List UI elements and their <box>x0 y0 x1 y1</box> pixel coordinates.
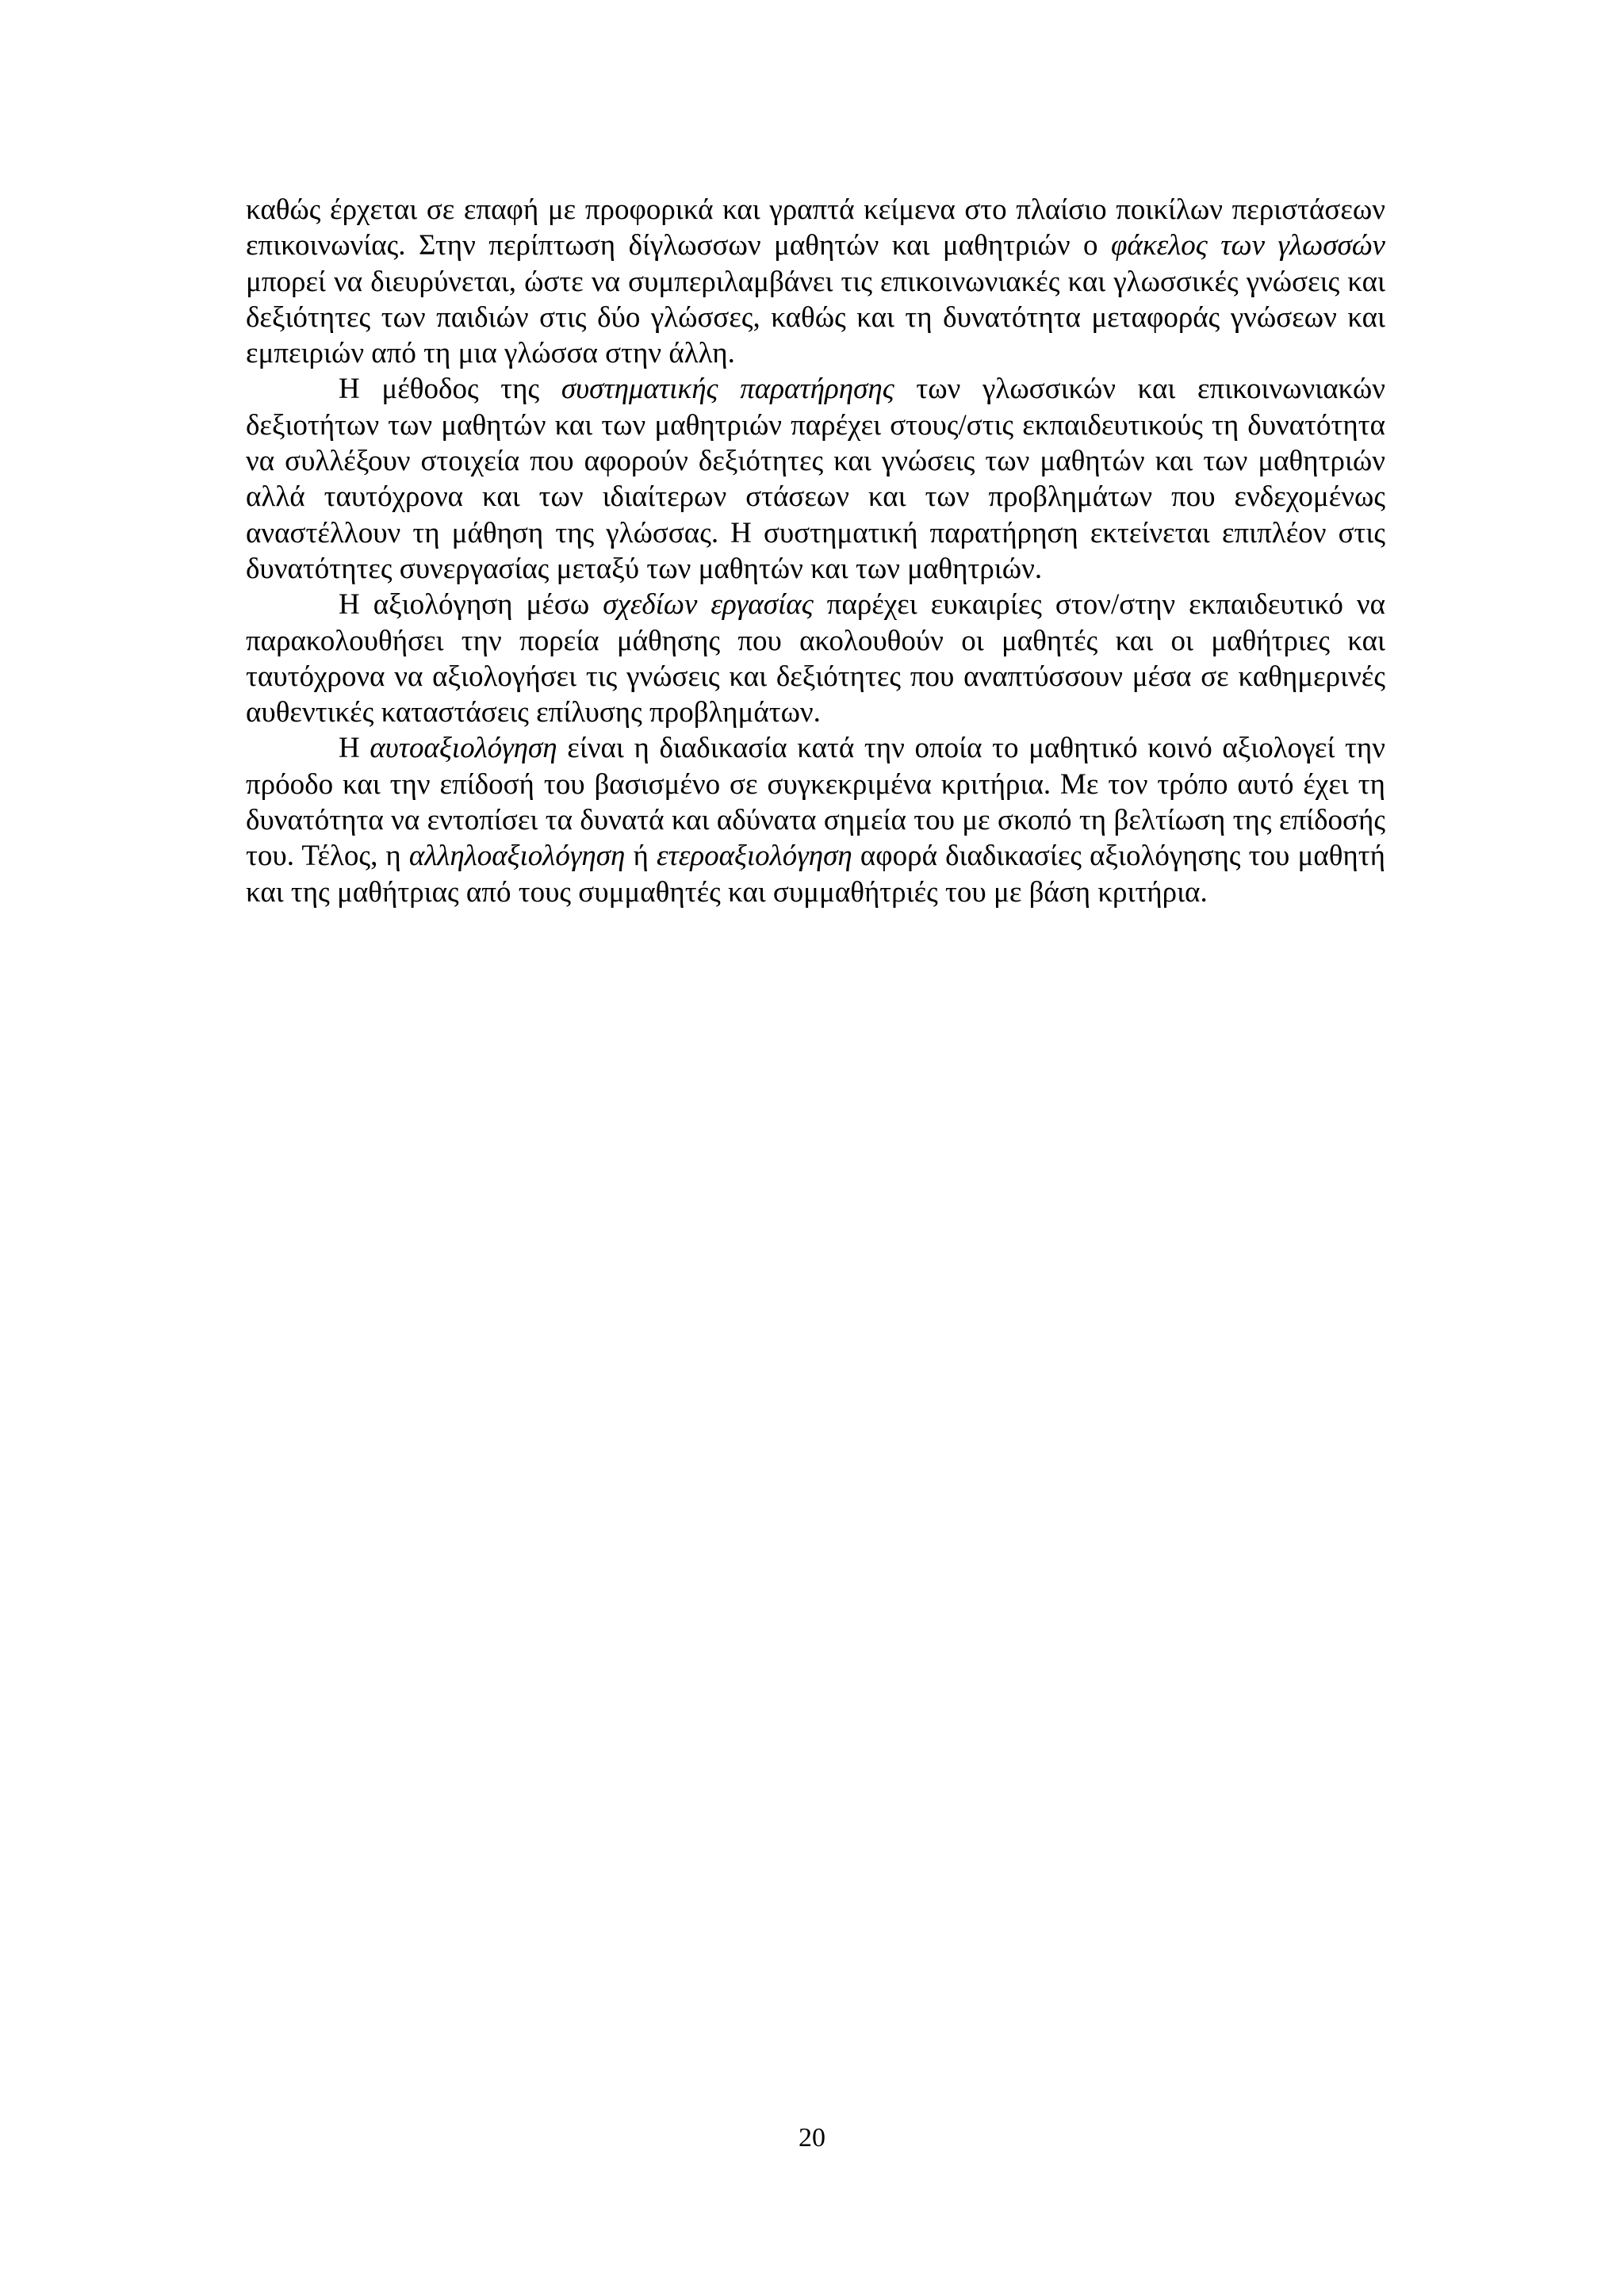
paragraph-2 <box>246 371 1385 587</box>
paragraph-3-run-1: Η αξιολόγηση μέσω <box>339 588 603 622</box>
paragraph-1-run-1: καθώς έρχεται σε επαφή με προφορικά και γραπτά κείμενα στο πλαίσιο ποικίλων περιστάσεων επικοινωνίας. Στην περίπτωση δίγλωσσων μαθητών και μαθητριών ο <box>246 193 1385 262</box>
paragraph-4-run-6-italic: ετεροαξιολόγηση <box>656 840 852 873</box>
paragraph-3-run-2-italic: σχεδίων εργασίας <box>603 588 814 622</box>
body-text <box>246 192 1385 910</box>
paragraph-2-run-3: των γλωσσικών και επικοινωνιακών δεξιοτήτων των μαθητών και των μαθητριών παρέχει στους/στις εκπαιδευτικούς τη δυνατότητα να συλλέξουν στοιχεία που αφορούν δεξιότητες και γνώσεις των μαθητών και των μαθητριών αλλά ταυτόχρονα και των ιδιαίτερων στάσεων και των προβλημάτων που ενδεχομένως αναστέλλουν τη μάθηση της γλώσσας. Η συστηματική παρατήρηση εκτείνεται επιπλέον στις δυνατότητες συνεργασίας μεταξύ των μαθητών και των μαθητριών. <box>246 373 1385 585</box>
paragraph-3-run-3: παρέχει ευκαιρίες στον/στην εκπαιδευτικό να παρακολουθήσει την πορεία μάθησης που ακολουθούν οι μαθητές και οι μαθήτριες και ταυτόχρονα να αξιολογήσει τις γνώσεις και δεξιότητες που αναπτύσσουν μέσα σε καθημερινές αυθεντικές καταστάσεις επίλυσης προβλημάτων. <box>246 588 1385 729</box>
paragraph-2-run-1: Η μέθοδος της <box>339 373 561 406</box>
paragraph-4-run-1: Η <box>339 732 370 765</box>
paragraph-1-run-3: μπορεί να διευρύνεται, ώστε να συμπεριλαμβάνει τις επικοινωνιακές και γλωσσικές γνώσεις και δεξιότητες των παιδιών στις δύο γλώσσες, καθώς και τη δυνατότητα μεταφοράς γνώσεων και εμπειριών από τη μια γλώσσα στην άλλη. <box>246 265 1385 370</box>
paragraph-4-run-5: ή <box>625 840 657 873</box>
paragraph-1-run-2-italic: φάκελος των γλωσσών <box>1111 229 1385 262</box>
paragraph-4 <box>246 730 1385 909</box>
paragraph-4-run-7: αφορά διαδικασίες αξιολόγησης του μαθητή και της μαθήτριας από τους συμμαθητές και συμμαθήτριές του με βάση κριτήρια. <box>246 840 1385 909</box>
paragraph-3 <box>246 587 1385 730</box>
page-number: 20 <box>799 2123 825 2152</box>
paragraph-4-run-2-italic: αυτοαξιολόγηση <box>370 732 557 765</box>
paragraph-2-run-2-italic: συστηματικής παρατήρησης <box>561 373 894 406</box>
paragraph-4-run-4-italic: αλληλοαξιολόγηση <box>408 840 626 873</box>
paragraph-1 <box>246 192 1385 371</box>
paragraph-4-run-3: είναι η διαδικασία κατά την οποία το μαθητικό κοινό αξιολογεί την πρόοδο και την επίδοσή του βασισμένο σε συγκεκριμένα κριτήρια. Με τον τρόπο αυτό έχει τη δυνατότητα να εντοπίσει τα δυνατά και αδύνατα σημεία του με σκοπό τη βελτίωση της επίδοσής του. Τέλος, η <box>246 732 1385 873</box>
